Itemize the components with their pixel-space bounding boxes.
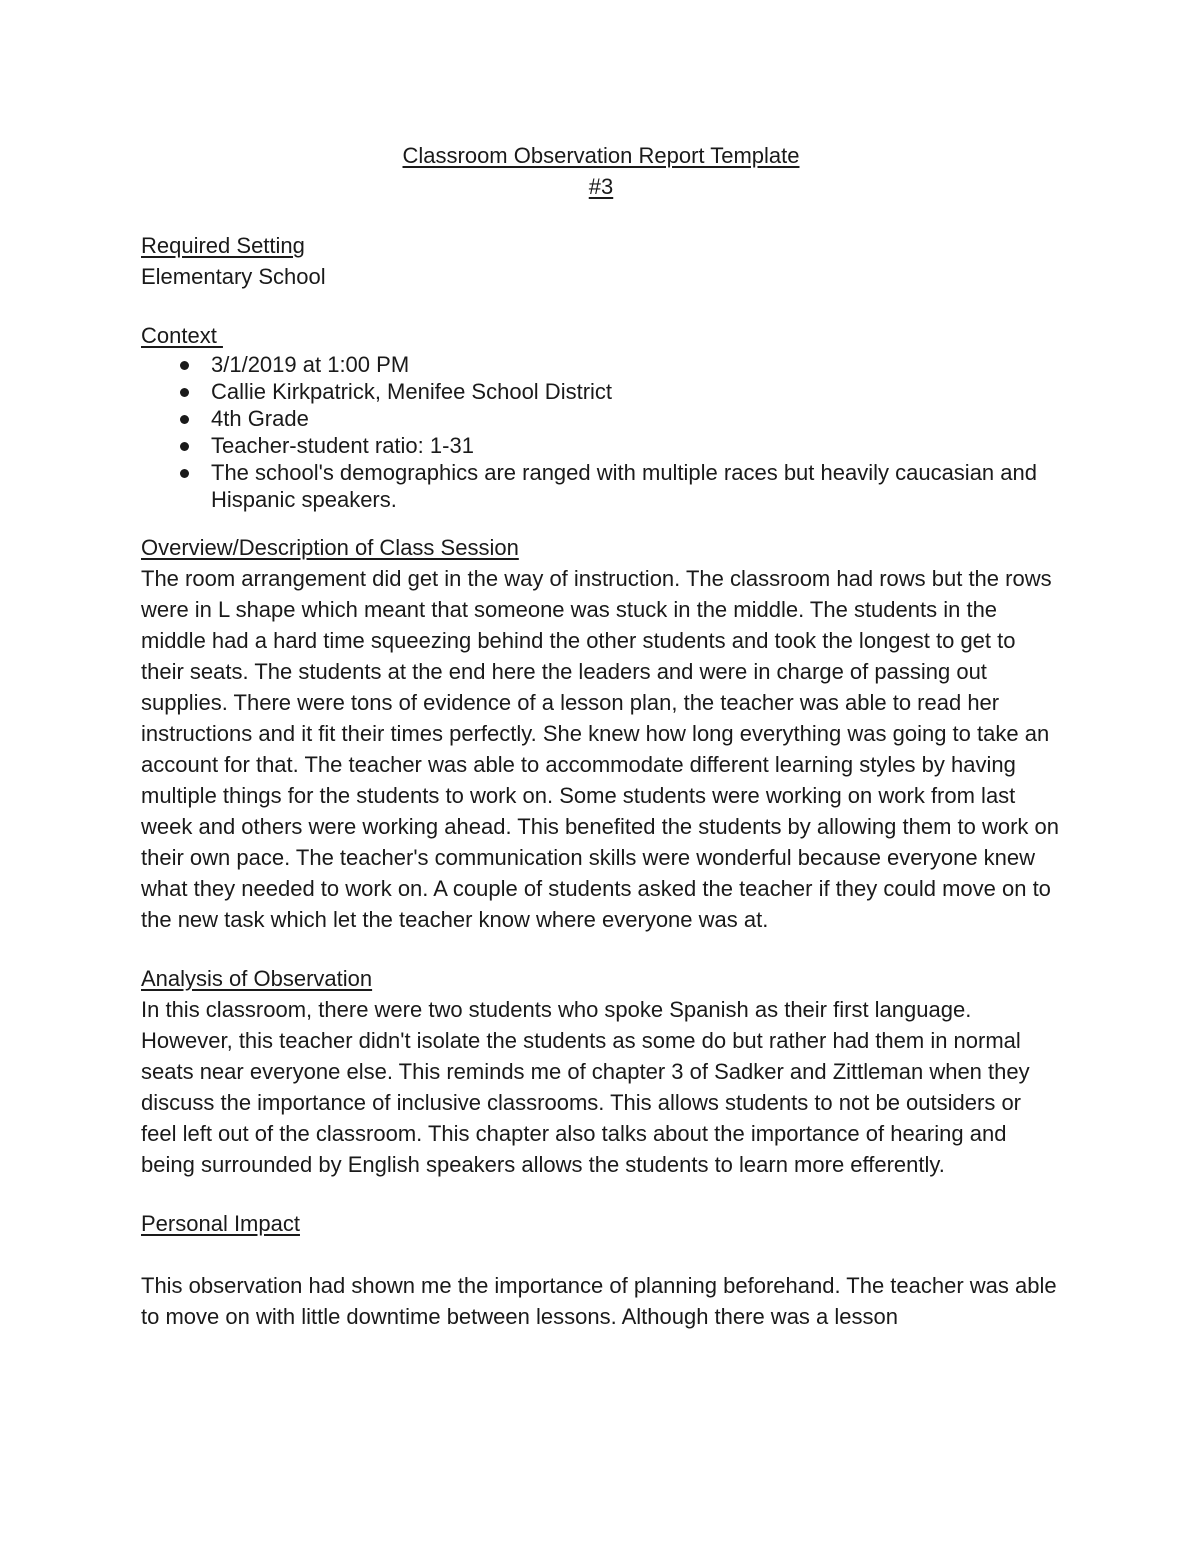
bullet-icon xyxy=(180,415,189,424)
list-item: Callie Kirkpatrick, Menifee School District xyxy=(141,378,1061,405)
document-page xyxy=(141,140,1061,1332)
context-heading: Context xyxy=(141,323,223,348)
section-analysis xyxy=(141,963,1061,1180)
title-line-2: #3 xyxy=(588,174,614,199)
list-item: 3/1/2019 at 1:00 PM xyxy=(141,351,1061,378)
required-setting-value: Elementary School xyxy=(141,264,326,289)
context-list xyxy=(141,351,1061,513)
list-item: 4th Grade xyxy=(141,405,1061,432)
bullet-icon xyxy=(180,442,189,451)
section-overview xyxy=(141,532,1061,935)
required-setting-heading: Required Setting xyxy=(141,233,305,258)
bullet-icon xyxy=(180,388,189,397)
section-context xyxy=(141,320,1061,513)
bullet-icon xyxy=(180,361,189,370)
document-title xyxy=(141,140,1061,202)
title-line-1: Classroom Observation Report Template xyxy=(402,143,800,168)
overview-body: The room arrangement did get in the way of instruction. The classroom had rows but the rows were in L shape which meant that someone was stuck in the middle. The students in the middle had a hard time squeezing behind the other students and took the longest to get to their seats. The students at the end here the leaders and were in charge of passing out supplies. There were tons of evidence of a lesson plan, the teacher was able to read her instructions and it fit their times perfectly. She knew how long everything was going to take an account for that. The teacher was able to accommodate different learning styles by having multiple things for the students to work on. Some students were working on work from last week and others were working ahead. This benefited the students by allowing them to work on their own pace. The teacher's communication skills were wonderful because everyone knew what they needed to work on. A couple of students asked the teacher if they could move on to the new task which let the teacher know where everyone was at. xyxy=(141,566,1060,932)
personal-impact-body: This observation had shown me the importance of planning beforehand. The teacher was able to move on with little downtime between lessons. Although there was a lesson xyxy=(141,1273,1057,1329)
analysis-heading: Analysis of Observation xyxy=(141,966,373,991)
personal-impact-heading: Personal Impact xyxy=(141,1211,300,1236)
section-personal-impact xyxy=(141,1208,1061,1332)
bullet-icon xyxy=(180,469,189,478)
list-item: Teacher-student ratio: 1-31 xyxy=(141,432,1061,459)
list-item: The school's demographics are ranged with multiple races but heavily caucasian and Hispanic speakers. xyxy=(141,459,1061,513)
analysis-body: In this classroom, there were two students who spoke Spanish as their first language. However, this teacher didn't isolate the students as some do but rather had them in normal seats near everyone else. This reminds me of chapter 3 of Sadker and Zittleman when they discuss the importance of inclusive classrooms. This allows students to not be outsiders or feel left out of the classroom. This chapter also talks about the importance of hearing and being surrounded by English speakers allows the students to learn more efferently. xyxy=(141,997,1030,1177)
overview-heading: Overview/Description of Class Session xyxy=(141,535,519,560)
section-required-setting xyxy=(141,230,1061,292)
